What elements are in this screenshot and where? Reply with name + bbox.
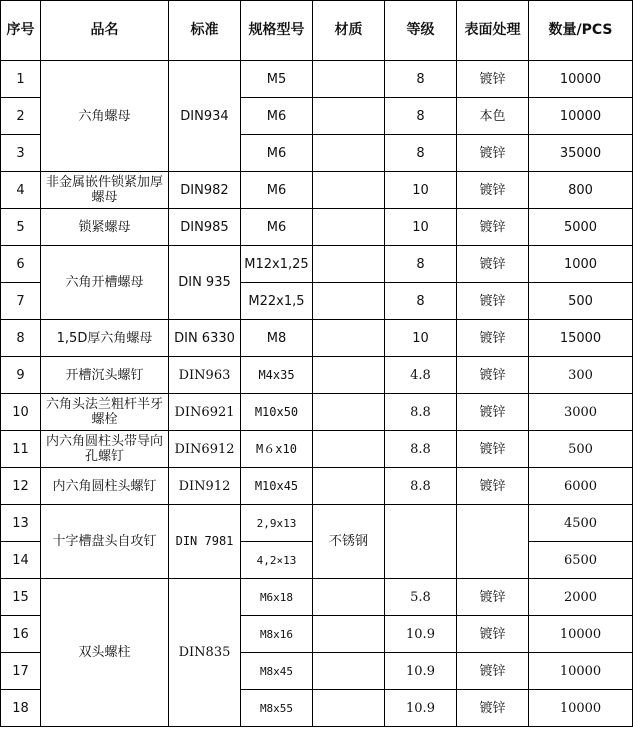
cell-grade: 8: [385, 61, 457, 98]
header-spec: 规格型号: [241, 1, 313, 61]
cell-name: 六角开槽螺母: [41, 246, 169, 320]
cell-material: 不锈钢: [313, 505, 385, 579]
cell-grade: 10: [385, 172, 457, 209]
cell-grade: 10.9: [385, 653, 457, 690]
cell-qty: 6000: [529, 468, 633, 505]
cell-no: 9: [1, 357, 41, 394]
cell-material: [313, 468, 385, 505]
cell-material: [313, 172, 385, 209]
cell-qty: 15000: [529, 320, 633, 357]
cell-standard: DIN 7981: [169, 505, 241, 579]
cell-standard: DIN963: [169, 357, 241, 394]
cell-standard: DIN934: [169, 61, 241, 172]
cell-spec: M12x1,25: [241, 246, 313, 283]
cell-surface: 本色: [457, 98, 529, 135]
cell-qty: 2000: [529, 579, 633, 616]
cell-grade: [385, 505, 457, 579]
cell-no: 3: [1, 135, 41, 172]
cell-surface: 镀锌: [457, 283, 529, 320]
table-row: [1, 246, 633, 283]
cell-no: 17: [1, 653, 41, 690]
cell-qty: 500: [529, 431, 633, 468]
cell-material: [313, 690, 385, 727]
cell-no: 2: [1, 98, 41, 135]
cell-qty: 10000: [529, 690, 633, 727]
cell-name: 开槽沉头螺钉: [41, 357, 169, 394]
cell-no: 16: [1, 616, 41, 653]
cell-grade: 10: [385, 320, 457, 357]
cell-material: [313, 579, 385, 616]
table-row: [1, 209, 633, 246]
cell-qty: 10000: [529, 653, 633, 690]
cell-material: [313, 246, 385, 283]
cell-spec: M8x45: [241, 653, 313, 690]
cell-material: [313, 320, 385, 357]
cell-spec: M10x50: [241, 394, 313, 431]
cell-surface: 镀锌: [457, 468, 529, 505]
cell-qty: 10000: [529, 98, 633, 135]
cell-spec: M6: [241, 98, 313, 135]
cell-material: [313, 209, 385, 246]
cell-standard: DIN982: [169, 172, 241, 209]
cell-qty: 5000: [529, 209, 633, 246]
header-material: 材质: [313, 1, 385, 61]
cell-surface: 镀锌: [457, 653, 529, 690]
cell-spec: M8x55: [241, 690, 313, 727]
cell-standard: DIN835: [169, 579, 241, 727]
cell-no: 13: [1, 505, 41, 542]
header-name: 品名: [41, 1, 169, 61]
cell-grade: 8: [385, 135, 457, 172]
table-row: [1, 505, 633, 542]
cell-material: [313, 616, 385, 653]
cell-spec: M4x35: [241, 357, 313, 394]
cell-material: [313, 431, 385, 468]
table-row: [1, 172, 633, 209]
cell-no: 5: [1, 209, 41, 246]
cell-name: 非金属嵌件锁紧加厚螺母: [41, 172, 169, 209]
cell-no: 10: [1, 394, 41, 431]
cell-spec: M6: [241, 172, 313, 209]
cell-surface: 镀锌: [457, 61, 529, 98]
cell-grade: 8.8: [385, 468, 457, 505]
cell-material: [313, 283, 385, 320]
cell-spec: M5: [241, 61, 313, 98]
cell-spec: 4,2×13: [241, 542, 313, 579]
cell-grade: 10.9: [385, 690, 457, 727]
cell-grade: 8: [385, 98, 457, 135]
cell-no: 18: [1, 690, 41, 727]
cell-no: 14: [1, 542, 41, 579]
cell-qty: 10000: [529, 616, 633, 653]
cell-standard: DIN6921: [169, 394, 241, 431]
cell-spec: M10x45: [241, 468, 313, 505]
cell-name: 十字槽盘头自攻钉: [41, 505, 169, 579]
cell-qty: 500: [529, 283, 633, 320]
cell-name: 六角头法兰粗杆半牙螺栓: [41, 394, 169, 431]
cell-name: 双头螺柱: [41, 579, 169, 727]
cell-surface: 镀锌: [457, 209, 529, 246]
header-grade: 等级: [385, 1, 457, 61]
table-row: [1, 579, 633, 616]
cell-grade: 10: [385, 209, 457, 246]
cell-grade: 8.8: [385, 431, 457, 468]
cell-standard: DIN 6330: [169, 320, 241, 357]
cell-name: 内六角圆柱头带导向孔螺钉: [41, 431, 169, 468]
table-row: [1, 320, 633, 357]
header-standard: 标准: [169, 1, 241, 61]
cell-qty: 3000: [529, 394, 633, 431]
cell-name: 内六角圆柱头螺钉: [41, 468, 169, 505]
header-qty: 数量/PCS: [529, 1, 633, 61]
cell-spec: M8: [241, 320, 313, 357]
cell-material: [313, 61, 385, 98]
cell-spec: 2,9x13: [241, 505, 313, 542]
cell-spec: M22x1,5: [241, 283, 313, 320]
cell-name: 锁紧螺母: [41, 209, 169, 246]
table-row: [1, 431, 633, 468]
cell-name: 六角螺母: [41, 61, 169, 172]
cell-standard: DIN985: [169, 209, 241, 246]
cell-surface: [457, 505, 529, 579]
cell-surface: 镀锌: [457, 616, 529, 653]
cell-qty: 4500: [529, 505, 633, 542]
cell-no: 15: [1, 579, 41, 616]
cell-grade: 10.9: [385, 616, 457, 653]
cell-no: 1: [1, 61, 41, 98]
cell-no: 12: [1, 468, 41, 505]
cell-no: 7: [1, 283, 41, 320]
cell-material: [313, 98, 385, 135]
cell-material: [313, 394, 385, 431]
cell-surface: 镀锌: [457, 394, 529, 431]
cell-no: 8: [1, 320, 41, 357]
cell-grade: 8: [385, 246, 457, 283]
header-no: 序号: [1, 1, 41, 61]
cell-grade: 8.8: [385, 394, 457, 431]
cell-standard: DIN912: [169, 468, 241, 505]
cell-qty: 300: [529, 357, 633, 394]
cell-qty: 10000: [529, 61, 633, 98]
cell-material: [313, 357, 385, 394]
cell-spec: M6: [241, 135, 313, 172]
cell-no: 11: [1, 431, 41, 468]
cell-surface: 镀锌: [457, 690, 529, 727]
header-surface: 表面处理: [457, 1, 529, 61]
cell-spec: M６x10: [241, 431, 313, 468]
cell-surface: 镀锌: [457, 579, 529, 616]
cell-surface: 镀锌: [457, 135, 529, 172]
cell-surface: 镀锌: [457, 357, 529, 394]
cell-qty: 35000: [529, 135, 633, 172]
header-row: [1, 1, 633, 61]
cell-surface: 镀锌: [457, 431, 529, 468]
cell-no: 6: [1, 246, 41, 283]
cell-surface: 镀锌: [457, 246, 529, 283]
cell-qty: 6500: [529, 542, 633, 579]
cell-material: [313, 653, 385, 690]
cell-spec: M6: [241, 209, 313, 246]
cell-name: 1,5D厚六角螺母: [41, 320, 169, 357]
cell-grade: 8: [385, 283, 457, 320]
cell-material: [313, 135, 385, 172]
cell-qty: 1000: [529, 246, 633, 283]
cell-grade: 4.8: [385, 357, 457, 394]
table-row: [1, 357, 633, 394]
table-row: [1, 61, 633, 98]
cell-standard: DIN6912: [169, 431, 241, 468]
cell-spec: M8x16: [241, 616, 313, 653]
table-row: [1, 394, 633, 431]
cell-no: 4: [1, 172, 41, 209]
cell-grade: 5.8: [385, 579, 457, 616]
cell-surface: 镀锌: [457, 172, 529, 209]
cell-surface: 镀锌: [457, 320, 529, 357]
cell-standard: DIN 935: [169, 246, 241, 320]
cell-qty: 800: [529, 172, 633, 209]
cell-spec: M6x18: [241, 579, 313, 616]
table-row: [1, 468, 633, 505]
